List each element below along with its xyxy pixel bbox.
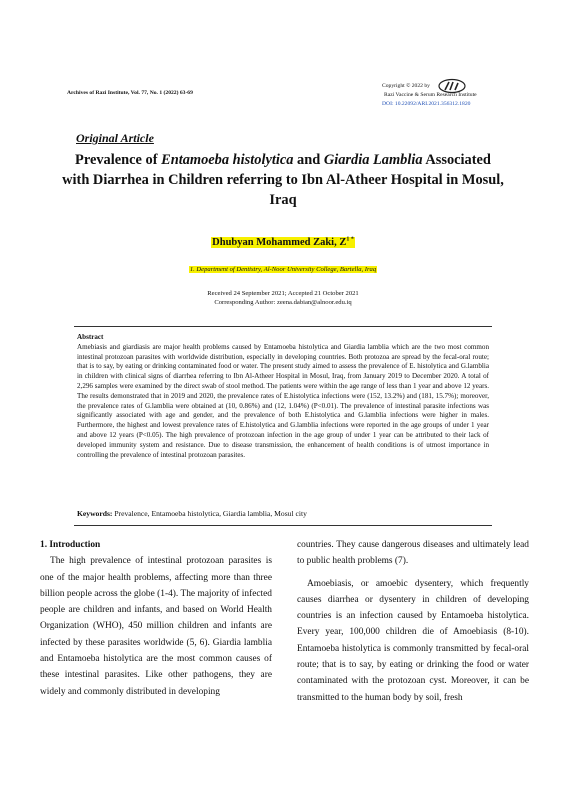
article-type: Original Article (76, 131, 154, 145)
section-heading: 1. Introduction (40, 540, 101, 550)
paper-title (60, 150, 506, 210)
title-species: Giardia Lamblia (323, 152, 423, 168)
publisher-name: Razi Vaccine & Serum Research Institute (384, 92, 477, 98)
affiliation (0, 266, 566, 273)
paragraph: countries. They cause dangerous diseases and ultimately lead to public health problems (7). (297, 540, 529, 567)
doi-link[interactable]: DOI: 10.22092/ARI.2021.356312.1820 (382, 101, 471, 107)
abstract-heading: Abstract (77, 333, 104, 341)
column-right (297, 537, 529, 706)
divider (74, 525, 492, 526)
title-species: Entamoeba histolytica (161, 152, 294, 168)
keywords (77, 509, 489, 518)
dates-block (0, 289, 566, 307)
author-name: Dhubyan Mohammed Zaki, Z (212, 236, 347, 248)
abstract (77, 333, 489, 460)
copyright-block (382, 82, 532, 109)
title-part: Prevalence of (75, 152, 162, 168)
paragraph: The high prevalence of intestinal protozoan parasites is one of the major health problems, affecting more than three billion people across the globe (1-4). The majority of infected people are children and infants, and based on World Health Organization (WHO), 450 million children and infants are infected by these parasites worldwide (5, 6). Giardia lamblia and Entamoeba histolytica are the most common causes of these intestinal parasites. Like other pathogens, they are widely and commonly distributed in developing (40, 556, 272, 697)
paragraph: Amoebiasis, or amoebic dysentery, which frequently causes diarrhea or dysentery in children of developing countries is an infection caused by Entamoeba histolytica. Every year, 100,000 children die of Amoebiasis (8-10). Entamoeba histolytica is commonly transmitted by fecal-oral route; that is to say, by eating or drinking the food or water contaminated with the protozoan cyst. Moreover, it can be transmitted to the human body by soil, fresh (297, 578, 529, 703)
abstract-text: Amebiasis and giardiasis are major health problems caused by Entamoeba histolytica and Giardia lamblia which are the two most common intestinal protozoan parasites with worldwide distribution, especially in developing countries. Both protozoa are spread by the fecal-oral route; that is to say, by eating or drinking contaminated food or water. The present study aimed to assess the prevalence of E. histolytica and G.lamblia in children with clinical signs of diarrhea referring to Ibn Al-Atheer Hospital in Mosul, Iraq, from January 2019 to December 2020. A total of 2,296 samples were examined by the direct swab of stool method. The patients were within the age range of less than 1 year and above 12 years. The results demonstrated that in 2019 and 2020, the prevalence rates of E.histolytica infections were (152, 13.2%) and (181, 15.7%); moreover, the prevalence rates of G.lamblia were obtained at (10, 0.86%) and (12, 1.04%) (P<0.01). The prevalence of intestinal parasite infections was significantly associated with age and gender, and the prevalence of both E.histolytica and G.lamblia infections were higher in males. Furthermore, the highest and lowest prevalence rates of E.histolytica and G.lamblia infections were reported in the age groups of under 1 year and above 12 years (P<0.05). The high prevalence of protozoan infection in the age group of under 1 year can be attributed to their lack of developed immunity system and resistance. Due to disease transmission, the enhancement of health conditions is of utmost importance in controlling the prevalence of intestinal protozoan parasites. (77, 342, 489, 459)
affiliation-text: 1. Department of Dentistry, Al-Noor University College, Bartella, Iraq (189, 266, 377, 273)
title-part: and (293, 152, 324, 168)
corresponding-author: Corresponding Author: zeena.dabian@alnoor.edu.iq (214, 299, 352, 306)
received-dates: Received 24 September 2021; Accepted 21 October 2021 (207, 290, 359, 297)
copyright-text: Copyright © 2022 by (382, 83, 430, 89)
column-left (40, 537, 272, 700)
author-sup: 1 * (346, 236, 354, 242)
keywords-text: Prevalence, Entamoeba histolytica, Giardia lamblia, Mosul city (112, 509, 307, 518)
divider (74, 326, 492, 327)
journal-citation: Archives of Razi Institute, Vol. 77, No. 1 (2022) 63-69 (67, 90, 193, 96)
author-line (0, 236, 566, 248)
title-part: Associated with Diarrhea in Children referring to Ibn Al-Atheer Hospital in Mosul, Iraq (62, 152, 504, 208)
keywords-label: Keywords: (77, 509, 113, 518)
